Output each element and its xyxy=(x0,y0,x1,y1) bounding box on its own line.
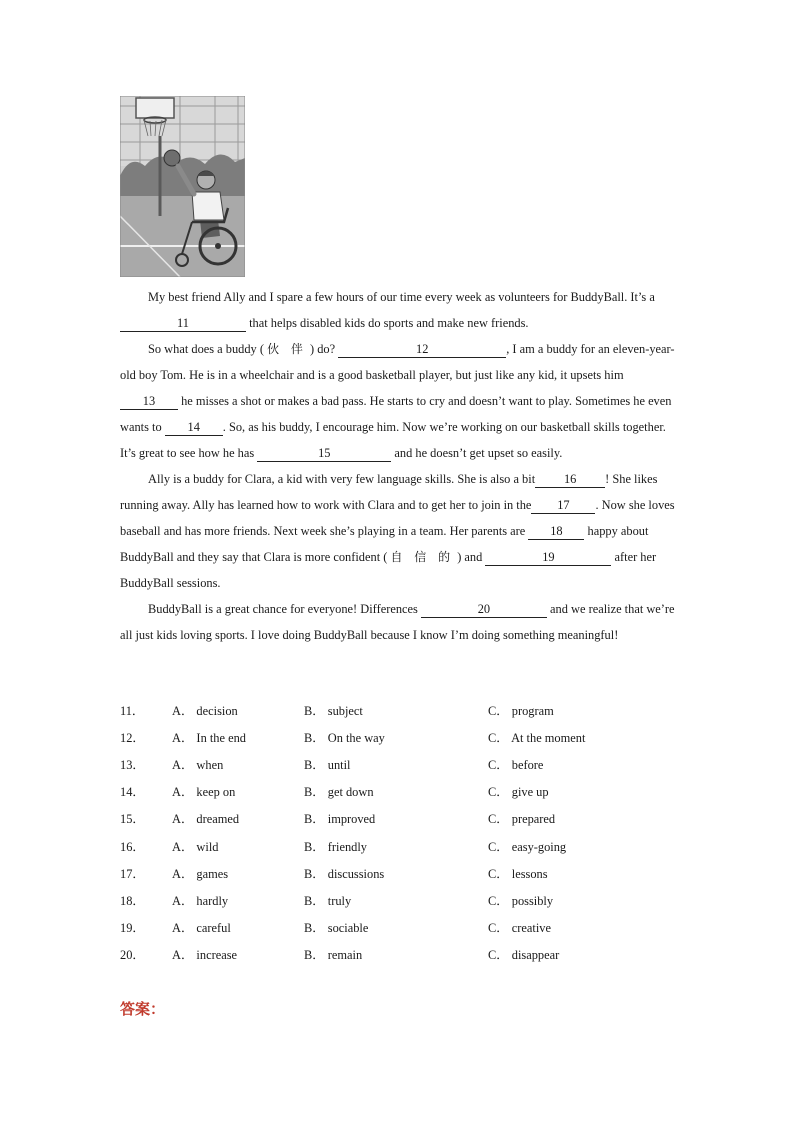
question-row xyxy=(120,750,680,777)
text: and we realize that we’re all just kids loving sports. I love doing BuddyBall because I know I’m doing something meaningful! xyxy=(120,602,675,642)
text: and he doesn’t get upset so easily. xyxy=(391,446,563,460)
blank-14: 14 xyxy=(165,419,223,436)
question-row xyxy=(120,805,680,832)
blank-11: 11 xyxy=(120,315,246,332)
option-b: B． get down xyxy=(304,785,374,800)
option-c: C． prepared xyxy=(488,812,556,827)
text: after her BuddyBall sessions. xyxy=(120,550,657,590)
text: ! She likes running away. Ally has learned how to work with Clara and to get her to join in the xyxy=(120,472,658,512)
text: , I am a buddy for an eleven-year-old boy Tom. He is in a wheelchair and is a good basketball player, but just like any kid, it upsets him xyxy=(120,342,675,382)
text: My best friend Ally and I spare a few hours of our time every week as volunteers for BuddyBall. It’s a xyxy=(148,290,655,304)
text: BuddyBall is a great chance for everyone! Differences xyxy=(148,602,421,616)
option-c: C． creative xyxy=(488,921,551,936)
option-c: C． program xyxy=(488,703,554,718)
question-number: 14． xyxy=(120,785,145,800)
blank-16: 16 xyxy=(535,471,605,488)
option-a: A． hardly xyxy=(172,893,229,908)
blank-13: 13 xyxy=(120,393,178,410)
option-b: B． On the way xyxy=(304,730,385,745)
question-number: 11． xyxy=(120,703,145,718)
option-b: B． remain xyxy=(304,948,363,963)
option-b: B． friendly xyxy=(304,839,367,854)
option-c: C． lessons xyxy=(488,866,548,881)
blank-12: 12 xyxy=(338,341,506,358)
answer-options-list xyxy=(120,696,680,968)
question-number: 19． xyxy=(120,921,145,936)
blank-15: 15 xyxy=(257,445,391,462)
option-c: C． give up xyxy=(488,785,549,800)
question-number: 16． xyxy=(120,839,145,854)
question-row xyxy=(120,886,680,913)
paragraph-4 xyxy=(120,596,675,648)
answer-heading: 答案： xyxy=(120,1000,166,1018)
chinese-gloss: 伙 伴 xyxy=(267,342,307,356)
blank-19: 19 xyxy=(485,549,611,566)
option-c: C． disappear xyxy=(488,948,560,963)
option-a: A． wild xyxy=(172,839,219,854)
option-a: A． games xyxy=(172,866,229,881)
wheelchair-basketball-illustration xyxy=(120,96,245,277)
question-row xyxy=(120,859,680,886)
option-a: A． dreamed xyxy=(172,812,240,827)
option-c: C． before xyxy=(488,757,544,772)
option-b: B． subject xyxy=(304,703,363,718)
text: So what does a buddy ( xyxy=(148,342,268,356)
question-row xyxy=(120,832,680,859)
question-number: 20． xyxy=(120,948,145,963)
question-row xyxy=(120,778,680,805)
option-a: A． decision xyxy=(172,703,238,718)
option-c: C． easy-going xyxy=(488,839,567,854)
paragraph-3 xyxy=(120,466,675,596)
option-b: B． sociable xyxy=(304,921,369,936)
chinese-gloss: 自 信 的 xyxy=(390,550,455,564)
question-row xyxy=(120,723,680,750)
text: happy about BuddyBall and they say that Clara is more confident ( xyxy=(120,524,649,564)
option-a: A． when xyxy=(172,757,224,772)
paragraph-1 xyxy=(120,284,675,336)
option-a: A． In the end xyxy=(172,730,246,745)
option-c: C． possibly xyxy=(488,893,554,908)
question-row xyxy=(120,696,680,723)
option-c: C． At the moment xyxy=(488,730,586,745)
blank-17: 17 xyxy=(531,497,595,514)
question-number: 18． xyxy=(120,893,145,908)
text: ) and xyxy=(454,550,486,564)
text: he misses a shot or makes a bad pass. He starts to cry and doesn’t want to play. Sometimes he even wants to xyxy=(120,394,672,434)
option-a: A． careful xyxy=(172,921,231,936)
question-row xyxy=(120,941,680,968)
text: . So, as his buddy, I encourage him. Now we’re working on our basketball skills together. It’s great to see how he has xyxy=(120,420,666,460)
text: that helps disabled kids do sports and make new friends. xyxy=(246,316,529,330)
option-b: B． truly xyxy=(304,893,352,908)
question-number: 12． xyxy=(120,730,145,745)
question-number: 15． xyxy=(120,812,145,827)
option-b: B． until xyxy=(304,757,351,772)
question-number: 13． xyxy=(120,757,145,772)
text: ) do? xyxy=(306,342,339,356)
question-row xyxy=(120,914,680,941)
option-a: A． keep on xyxy=(172,785,236,800)
paragraph-2 xyxy=(120,336,675,466)
blank-20: 20 xyxy=(421,601,547,618)
question-number: 17． xyxy=(120,866,145,881)
option-a: A． increase xyxy=(172,948,238,963)
cloze-passage xyxy=(120,284,675,648)
blank-18: 18 xyxy=(528,523,584,540)
text: Ally is a buddy for Clara, a kid with very few language skills. She is also a bit xyxy=(148,472,536,486)
text: . Now she loves baseball and has more friends. Next week she’s playing in a team. Her parents are xyxy=(120,498,675,538)
option-b: B． improved xyxy=(304,812,376,827)
option-b: B． discussions xyxy=(304,866,385,881)
